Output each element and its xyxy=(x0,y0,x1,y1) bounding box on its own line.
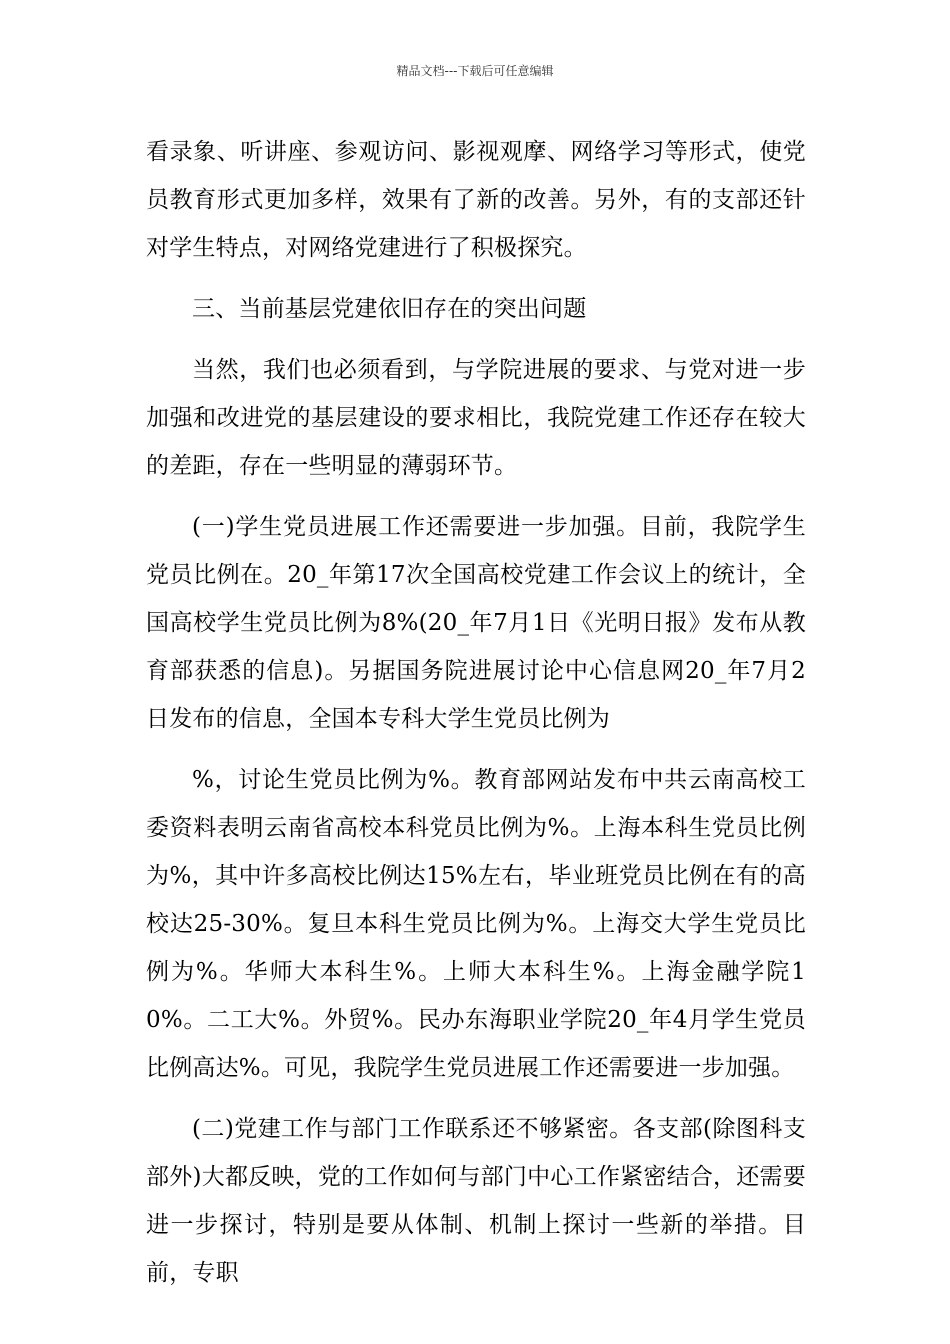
paragraph-intro: 当然，我们也必须看到，与学院进展的要求、与党对进一步加强和改进党的基层建设的要求相比，我院党建工作还存在较大的差距，存在一些明显的薄弱环节。 xyxy=(146,357,806,479)
paragraph-continuation: 看录象、听讲座、参观访问、影视观摩、网络学习等形式，使党员教育形式更加多样，效果有了新的改善。另外，有的支部还针对学生特点，对网络党建进行了积极探究。 xyxy=(146,139,806,261)
paragraph-item-two: (二)党建工作与部门工作联系还不够紧密。各支部(除图科支部外)大都反映，党的工作如何与部门中心工作紧密结合，还需要进一步探讨，特别是要从体制、机制上探讨一些新的举措。目前，专职 xyxy=(146,1116,806,1286)
page-header: 精品文档---下载后可任意编辑 xyxy=(396,64,554,78)
paragraph-item-one: (一)学生党员进展工作还需要进一步加强。目前，我院学生党员比例在。20_年第17次全国高校党建工作会议上的统计，全国高校学生党员比例为8%(20_年7月1日《光明日报》发布从教育部获悉的信息)。另据国务院进展讨论中心信息网20_年7月2日发布的信息，全国本专科大学生党员比例为 xyxy=(146,514,806,732)
document-body xyxy=(146,128,806,1310)
section-heading: 三、当前基层党建依旧存在的突出问题 xyxy=(192,296,587,322)
paragraph-statistics: %，讨论生党员比例为%。教育部网站发布中共云南高校工委资料表明云南省高校本科党员比例为%。上海本科生党员比例为%，其中许多高校比例达15%左右，毕业班党员比例在有的高校达25-30%。复旦本科生党员比例为%。上海交大学生党员比例为%。华师大本科生%。上师大本科生%。上海金融学院10%。二工大%。外贸%。民办东海职业学院20_年4月学生党员比例高达%。可见，我院学生党员进展工作还需要进一步加强。 xyxy=(146,767,806,1081)
